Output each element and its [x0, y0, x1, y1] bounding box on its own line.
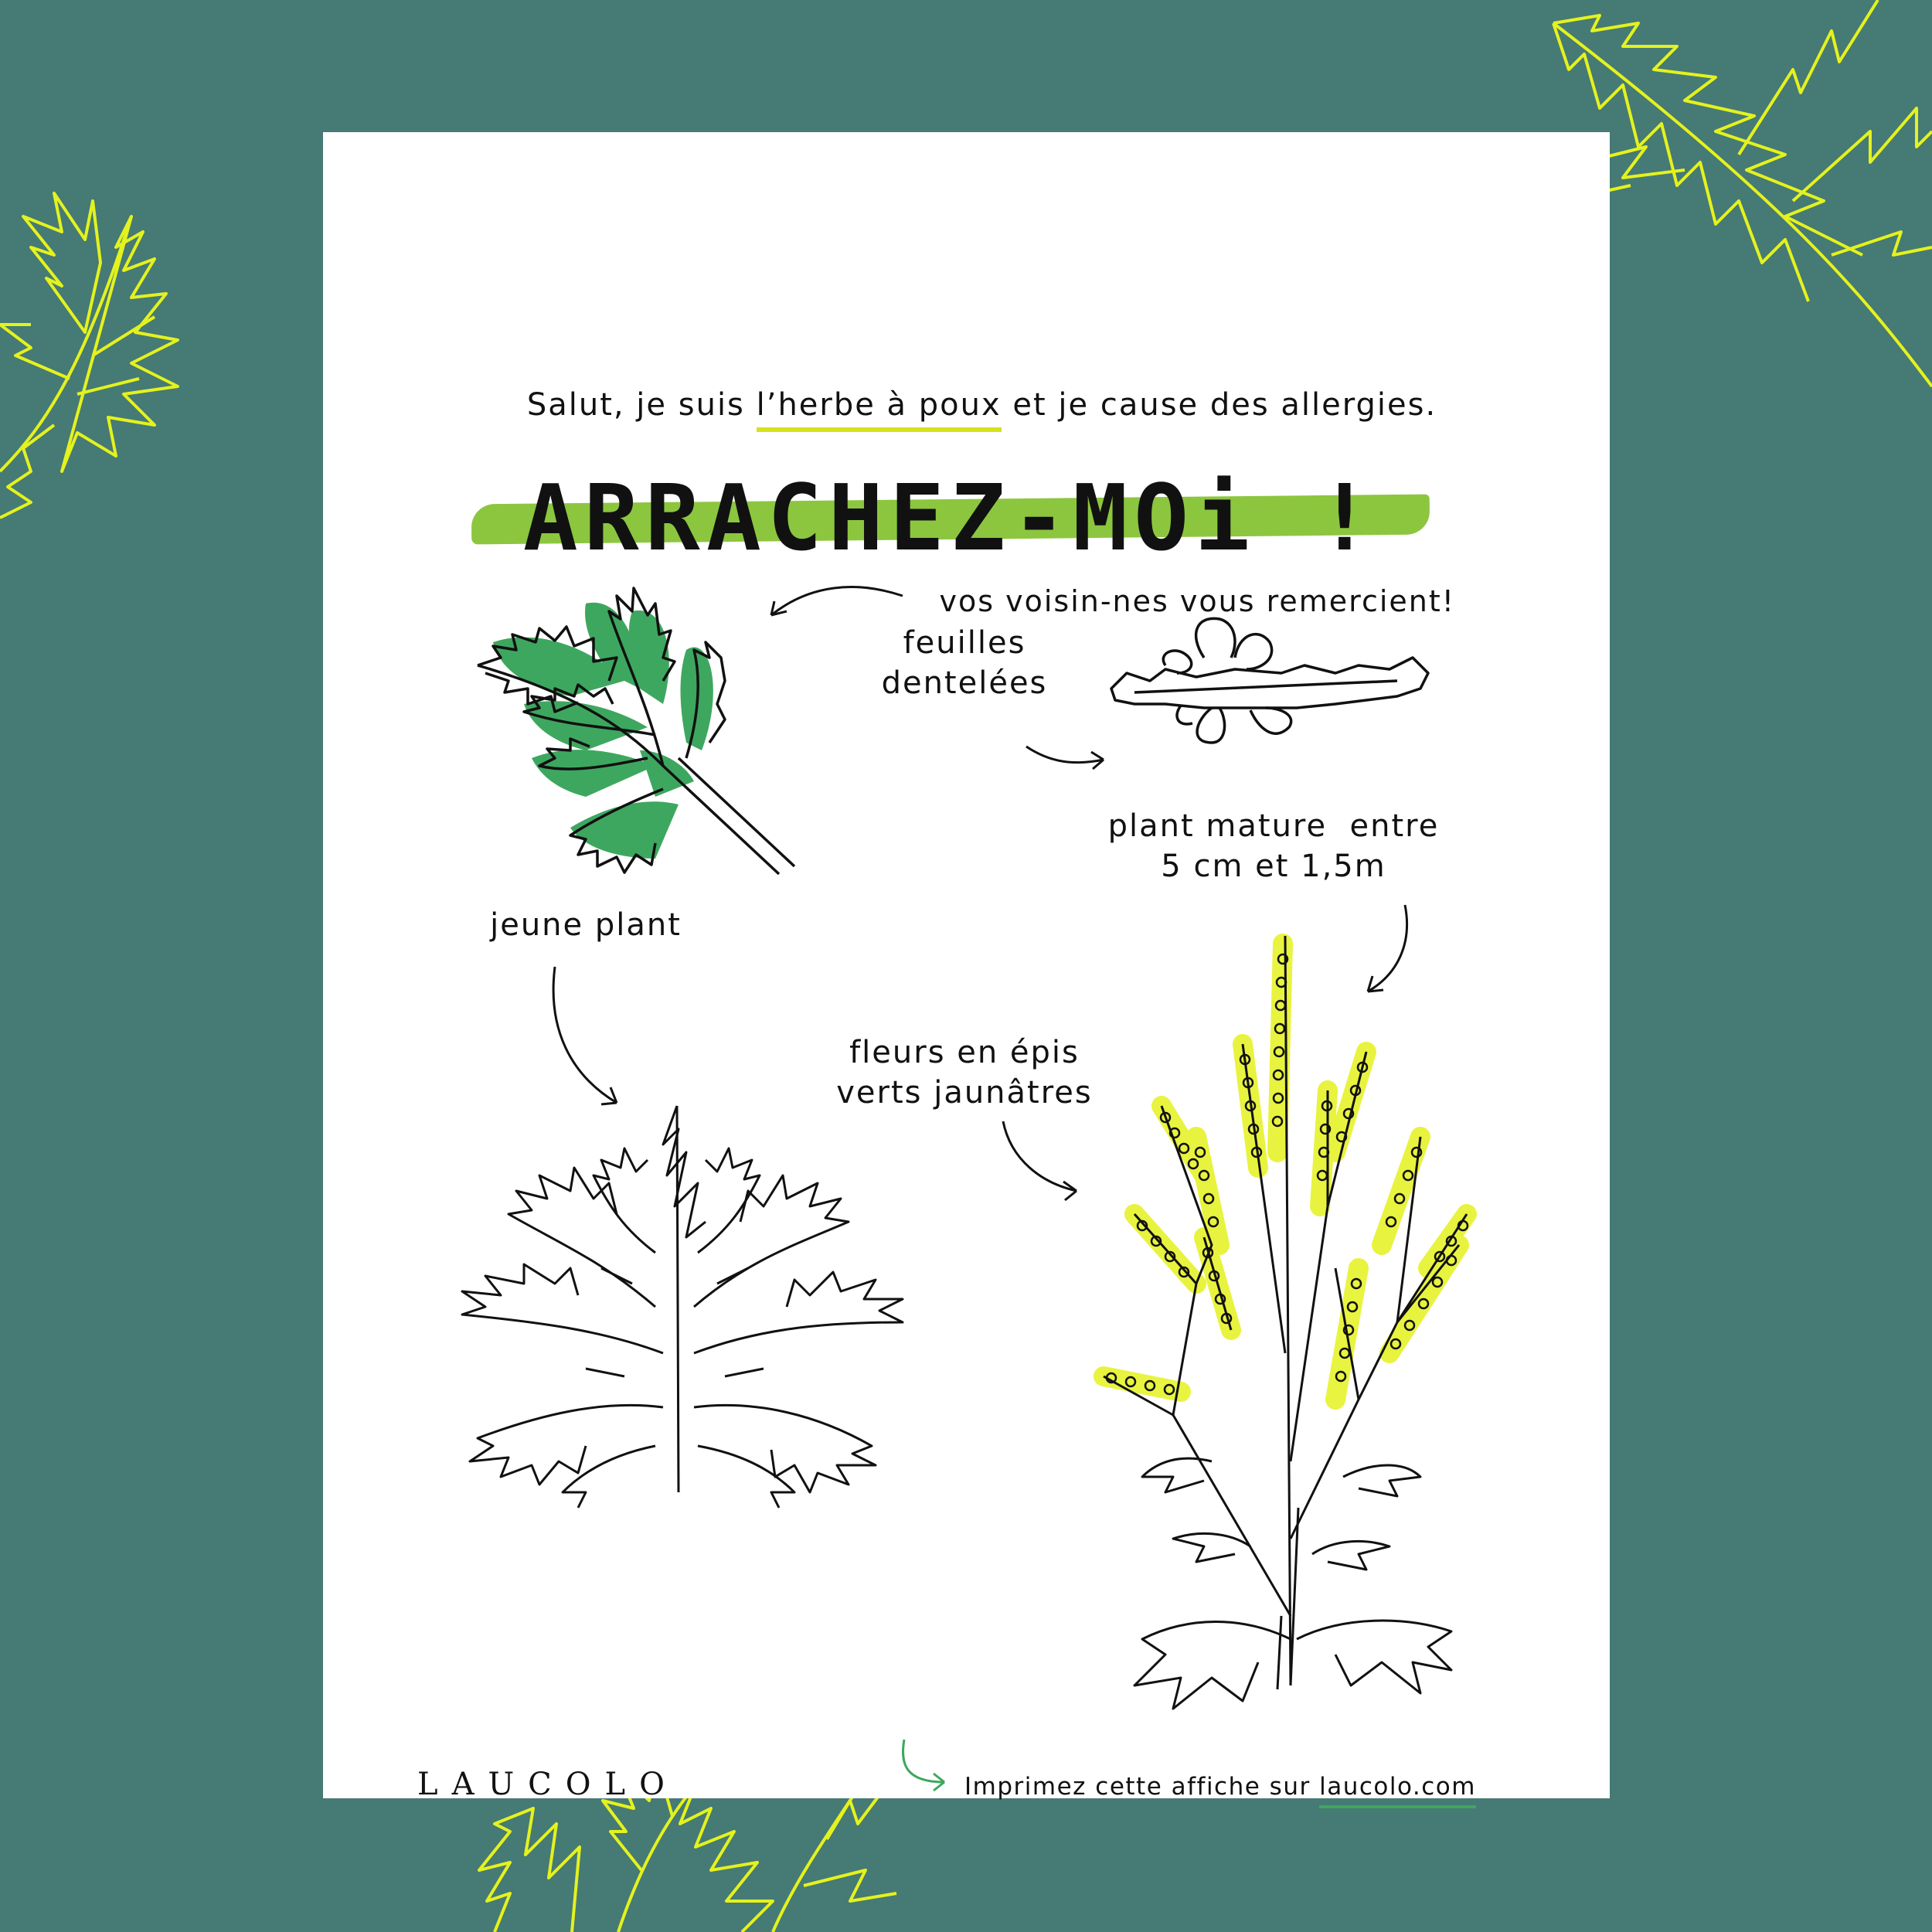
cta-text: Imprimez cette affiche sur [964, 1773, 1320, 1801]
poster [323, 132, 1610, 1802]
label-flowers-line2: verts jaunâtres [836, 1075, 1093, 1111]
label-mature [1096, 806, 1451, 886]
laucolo-logo: LAUCOLO [417, 1767, 679, 1802]
arrow-to-leaf-icon [756, 580, 910, 634]
arrow-to-sprout-icon [1026, 735, 1111, 781]
sprout-sketch-icon [1104, 611, 1436, 750]
intro-line [323, 387, 1610, 432]
intro-highlight: l’herbe à poux [757, 387, 1002, 432]
label-mature-line1: plant mature entre [1107, 808, 1440, 844]
arrow-to-flowers-icon [995, 1121, 1088, 1199]
thanks-line: vos voisin-nes vous remercient! [939, 584, 1455, 618]
cta-arrow-icon [896, 1740, 958, 1801]
label-flowers-line1: fleurs en épis [849, 1035, 1080, 1070]
label-young: jeune plant [490, 907, 682, 943]
page-title: ARRACHEZ-MOi ! [522, 464, 1379, 571]
intro-text-after: et je cause des allergies. [1001, 387, 1437, 423]
background-leaf-top-left [0, 100, 193, 518]
mature-plant-icon [1088, 920, 1536, 1716]
intro-text-before: Salut, je suis [526, 387, 757, 423]
title-block [464, 464, 1437, 573]
label-leaves-line2: dentelées [881, 665, 1048, 701]
cta-line [964, 1773, 1476, 1808]
cta-link[interactable]: laucolo.com [1319, 1773, 1476, 1808]
label-leaves [849, 623, 1080, 703]
young-plant-icon [431, 1075, 926, 1508]
label-mature-line2: 5 cm et 1,5m [1161, 849, 1386, 884]
label-leaves-line1: feuilles [903, 625, 1026, 661]
